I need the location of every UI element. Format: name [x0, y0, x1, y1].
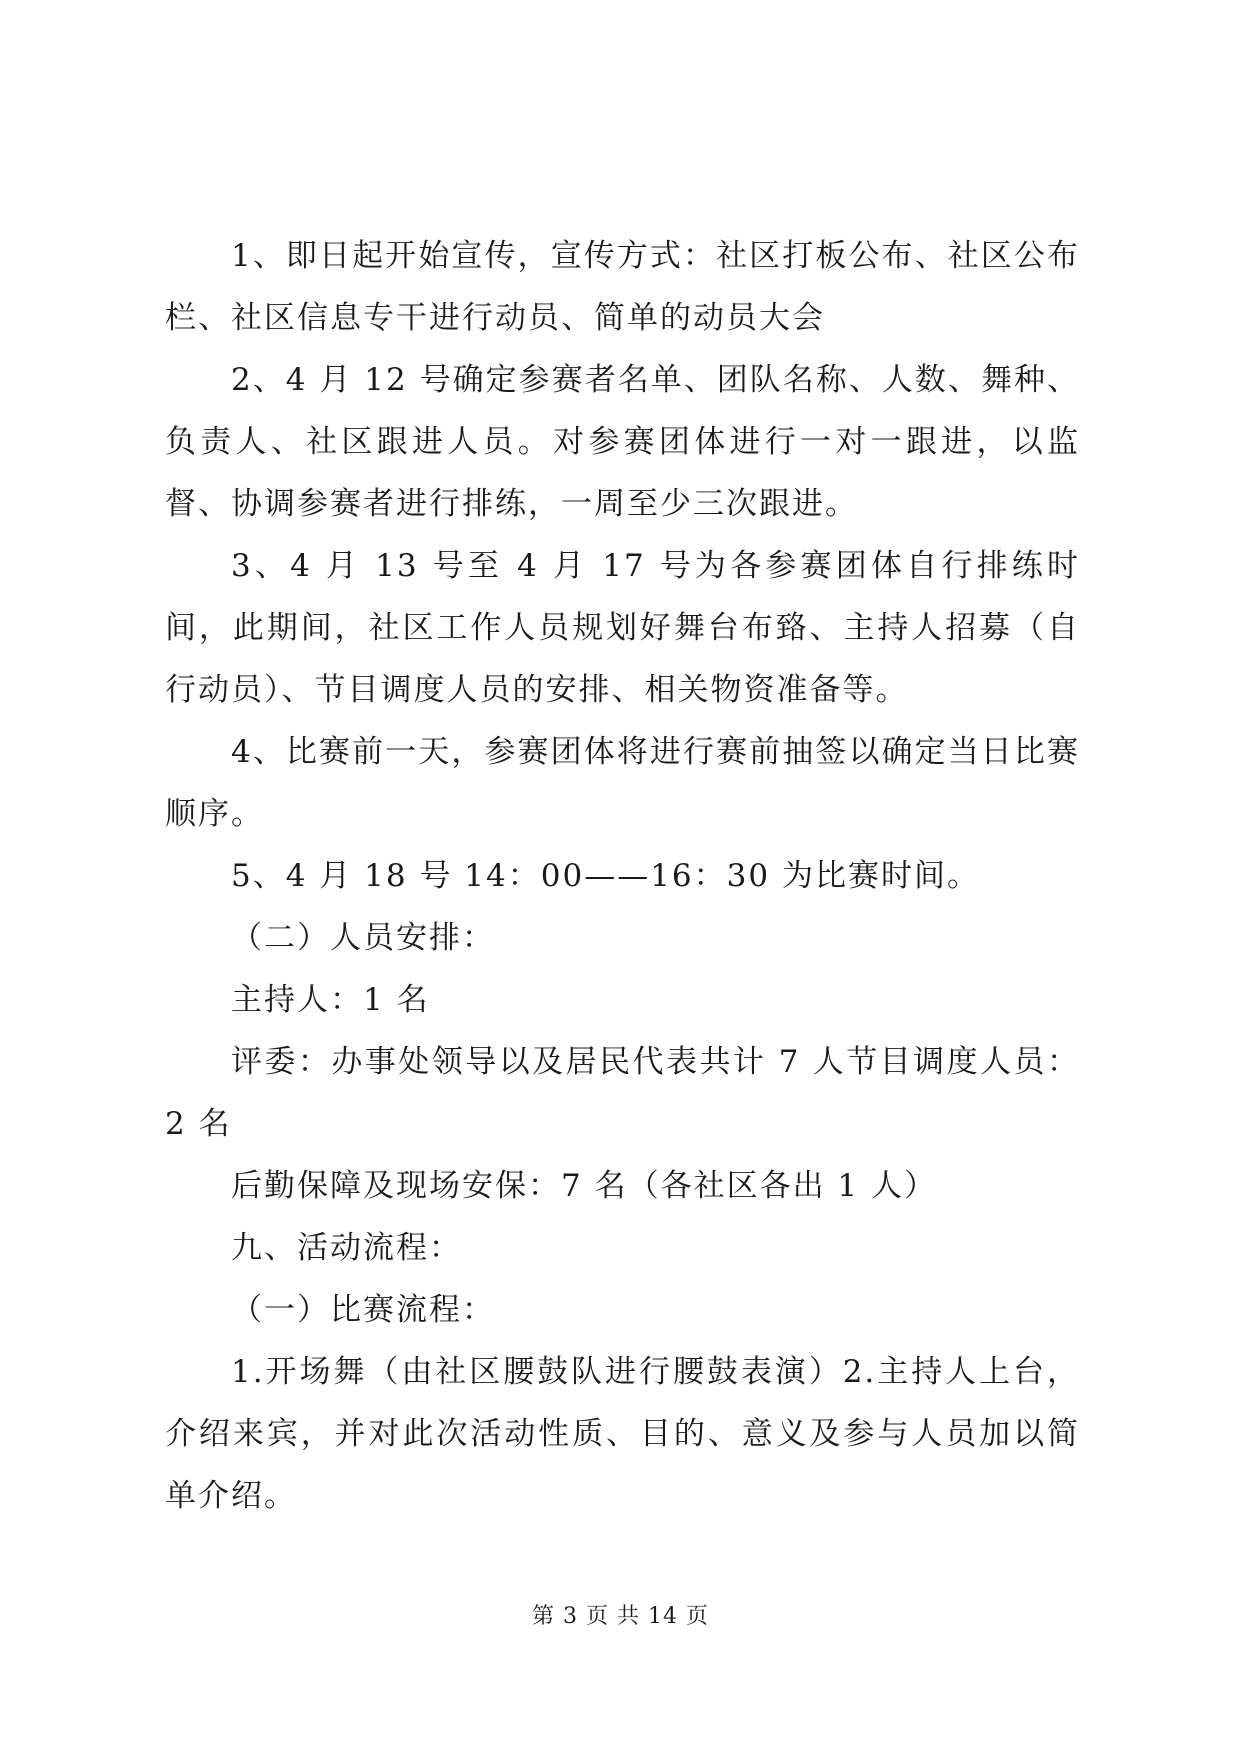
section-heading-process: 九、活动流程： [231, 1230, 462, 1266]
paragraph-competition-time: 5、4 月 18 号 14：00——16：30 为比赛时间。 [231, 858, 980, 894]
paragraph-judges: 评委：办事处领导以及居民代表共计 7 人节目调度人员：2 名 [165, 1044, 1080, 1142]
paragraph-opening: 1.开场舞（由社区腰鼓队进行腰鼓表演）2.主持人上台，介绍来宾，并对此次活动性质、目的、意义及参与人员加以简单介绍。 [165, 1354, 1080, 1514]
paragraph-rehearsal: 3、4 月 13 号至 4 月 17 号为各参赛团体自行排练时间，此期间，社区工作人员规划好舞台布臵、主持人招募（自行动员）、节目调度人员的安排、相关物资准备等。 [165, 548, 1080, 708]
paragraph-registration: 2、4 月 12 号确定参赛者名单、团队名称、人数、舞种、负责人、社区跟进人员。对参赛团体进行一对一跟进，以监督、协调参赛者进行排练，一周至少三次跟进。 [165, 362, 1080, 522]
section-heading-staff: （二）人员安排： [231, 920, 495, 956]
paragraph-host: 主持人：1 名 [231, 982, 430, 1018]
paragraph-logistics: 后勤保障及现场安保：7 名（各社区各出 1 人） [231, 1168, 938, 1204]
section-heading-competition-flow: （一）比赛流程： [231, 1292, 495, 1328]
document-body [165, 225, 1080, 1527]
paragraph-publicity: 1、即日起开始宣传，宣传方式：社区打板公布、社区公布栏、社区信息专干进行动员、简单的动员大会 [165, 238, 1080, 336]
page-footer: 第 3 页 共 14 页 [532, 1604, 709, 1629]
paragraph-draw: 4、比赛前一天，参赛团体将进行赛前抽签以确定当日比赛顺序。 [165, 734, 1080, 832]
